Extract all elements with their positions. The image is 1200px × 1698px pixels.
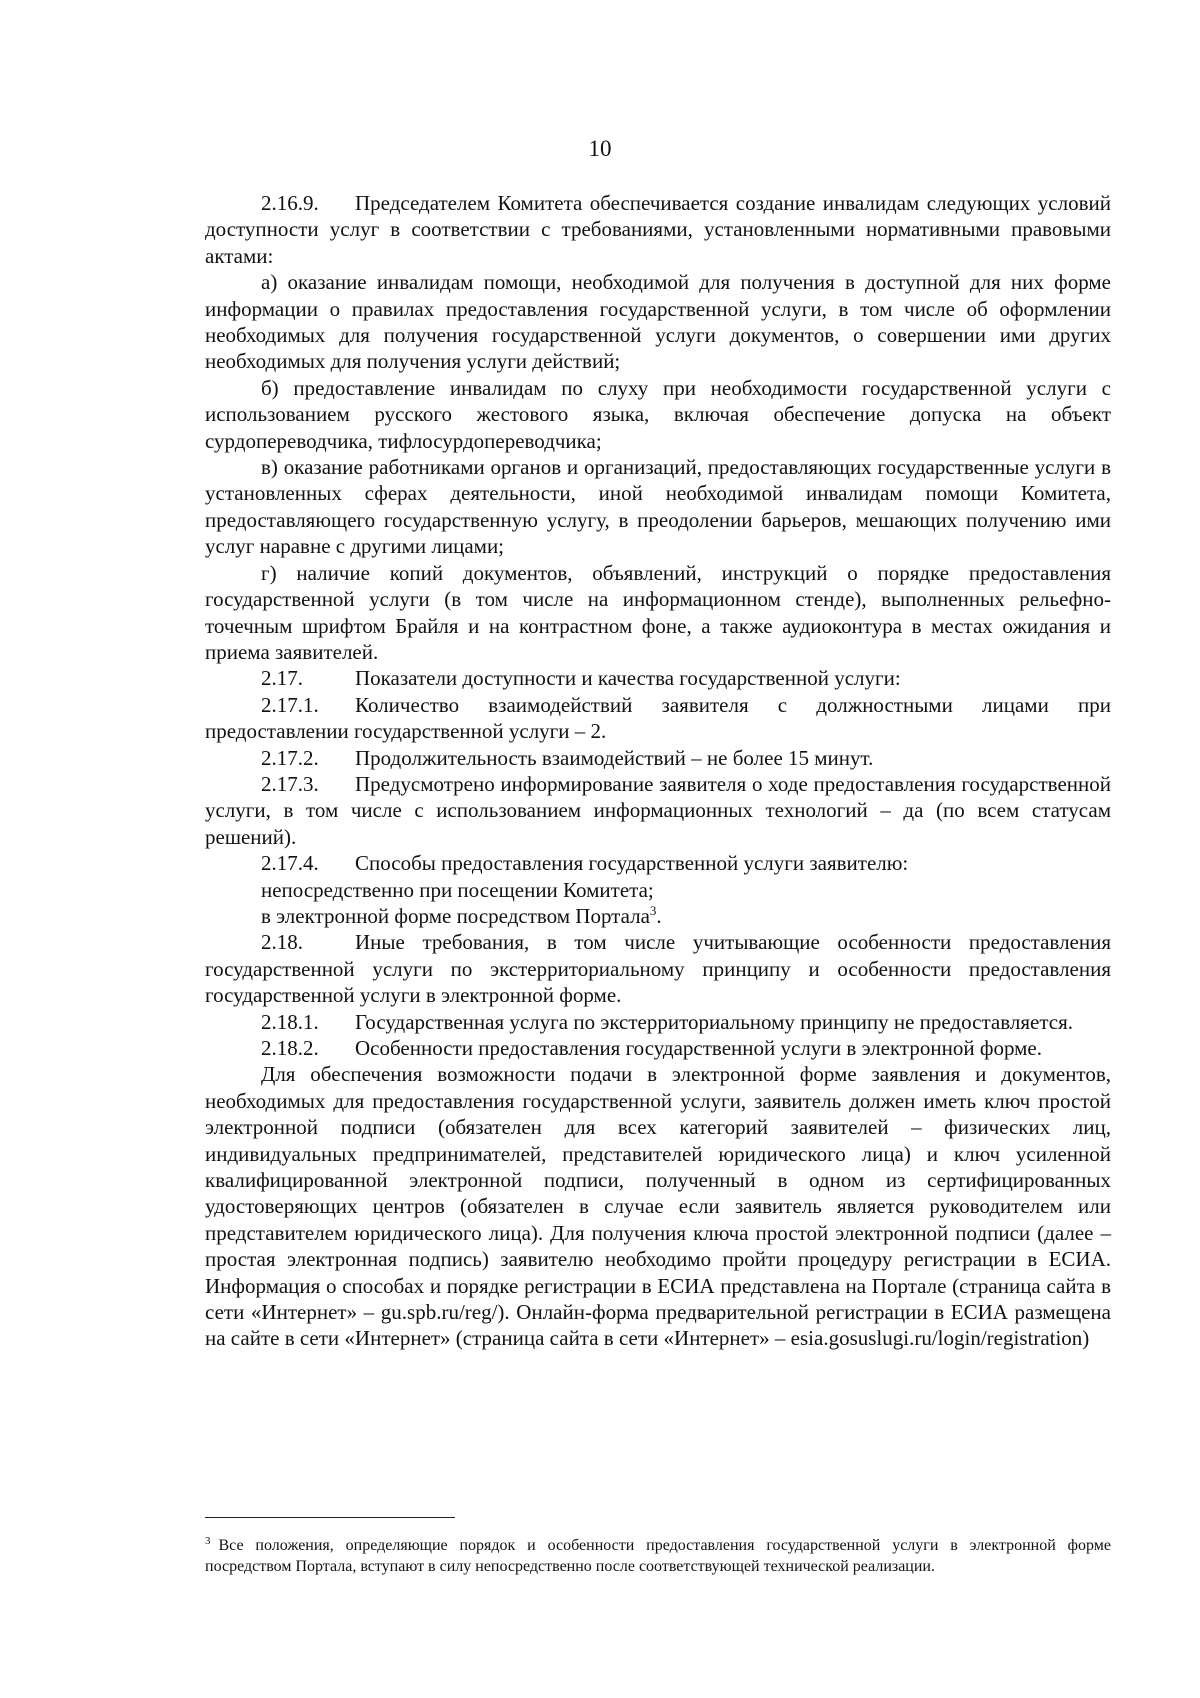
paragraph-text: г) наличие копий документов, объявлений, инструкций о порядке предоставления государственной услуги (в том числе на информационном стенде), выполненных рельефно-точечным шрифтом Брайля и на контрастном фоне, а также аудиоконтура в местах ожидания и приема заявителей. xyxy=(205,560,1111,664)
paragraph-text: Предусмотрено информирование заявителя о ходе предоставления государственной услуги, в том числе с использованием информационных технологий – да (по всем статусам решений). xyxy=(205,771,1111,849)
paragraph-text: Количество взаимодействий заявителя с должностными лицами при предоставлении государственной услуги – 2. xyxy=(205,692,1111,744)
clause-number: 2.17. xyxy=(261,666,303,691)
paragraph-text: Особенности предоставления государственной услуги в электронной форме. xyxy=(355,1036,1042,1060)
paragraph xyxy=(205,1035,1111,1061)
paragraph xyxy=(205,190,1111,269)
clause-number: 2.17.4. xyxy=(261,851,319,876)
paragraph-text: Государственная услуга по экстерриториальному принципу не предоставляется. xyxy=(355,1009,1073,1034)
clause-number: 2.18.1. xyxy=(261,1009,319,1034)
paragraph xyxy=(205,692,1111,745)
paragraph-text: а) оказание инвалидам помощи, необходимой для получения в доступной для них форме информации о правилах предоставления государственной услуги, в том числе об оформлении необходимых для получения государственной услуги документов, о совершении ими других необходимых для получения услуги действий; xyxy=(205,270,1111,374)
paragraph xyxy=(205,850,1111,876)
paragraph xyxy=(205,269,1111,375)
paragraph-text: б) предоставление инвалидам по слуху при необходимости государственной услуги с использованием русского жестового языка, включая обеспечение допуска на объект сурдопереводчика, тифлосурдопереводчика; xyxy=(205,375,1111,453)
paragraph-text: Способы предоставления государственной услуги заявителю: xyxy=(355,851,909,876)
clause-number: 2.18. xyxy=(261,930,303,955)
paragraph-text: Продолжительность взаимодействий – не более 15 минут. xyxy=(355,745,874,770)
paragraph xyxy=(205,903,1111,929)
paragraph-text-end: . xyxy=(656,903,662,928)
paragraph-text: непосредственно при посещении Комитета; xyxy=(261,877,654,902)
footnote xyxy=(205,1535,1111,1577)
paragraph xyxy=(205,375,1111,454)
paragraph xyxy=(205,560,1111,666)
paragraph-text: в) оказание работниками органов и организаций, предоставляющих государственные услуги в установленных сферах деятельности, иной необходимой инвалидам помощи Комитета, предоставляющего государственную услугу, в преодолении барьеров, мешающих получению ими услуг наравне с другими лицами; xyxy=(205,455,1111,559)
footnote-mark: 3 xyxy=(205,1534,211,1547)
paragraph-text: Председателем Комитета обеспечивается создание инвалидам следующих условий доступности услуг в соответствии с требованиями, установленными нормативными правовыми актами: xyxy=(205,191,1111,268)
paragraph-text: в электронной форме посредством Портала xyxy=(261,903,650,928)
paragraph xyxy=(205,929,1111,1008)
footnote-separator xyxy=(205,1517,455,1518)
paragraph xyxy=(205,665,1111,691)
paragraph xyxy=(205,454,1111,560)
clause-number: 2.18.2. xyxy=(261,1036,319,1060)
clause-number: 2.17.3. xyxy=(261,771,319,796)
paragraph xyxy=(205,1061,1111,1351)
paragraph-text: Для обеспечения возможности подачи в электронной форме заявления и документов, необходимых для предоставления государственной услуги, заявитель должен иметь ключ простой электронной подписи (обязателен для всех категорий заявителей – физических лиц, индивидуальных предпринимателей, представителей юридического лица) и ключ усиленной квалифицированной электронной подписи, полученный в одном из сертифицированных удостоверяющих центров (обязателен в случае если заявитель является руководителем или представителем юридического лица). Для получения ключа простой электронной подписи (далее – простая электронная подпись) заявителю необходимо пройти процедуру регистрации в ЕСИА. Информация о способах и порядке регистрации в ЕСИА представлена на Портале (страница сайта в сети «Интернет» – gu.spb.ru/reg/). Онлайн-форма предварительной регистрации в ЕСИА размещена на сайте в сети «Интернет» (страница сайта в сети «Интернет» – esia.gosuslugi.ru/login/registration) xyxy=(205,1062,1111,1351)
document-body xyxy=(205,190,1111,1352)
page-number: 10 xyxy=(588,136,612,161)
paragraph-text: Показатели доступности и качества государственной услуги: xyxy=(355,666,901,691)
clause-number: 2.17.1. xyxy=(261,692,319,717)
clause-number: 2.16.9. xyxy=(261,191,319,215)
paragraph xyxy=(205,745,1111,771)
footnote-reference: 3 xyxy=(649,902,657,918)
paragraph xyxy=(205,877,1111,903)
paragraph xyxy=(205,1009,1111,1035)
paragraph xyxy=(205,771,1111,850)
footnote-text: Все положения, определяющие порядок и особенности предоставления государственной услуги в электронной форме посредством Портала, вступают в силу непосредственно после соответствующей технической реализации. xyxy=(205,1537,1111,1575)
paragraph-text: Иные требования, в том числе учитывающие особенности предоставления государственной услуги по экстерриториальному принципу и особенности предоставления государственной услуги в электронной форме. xyxy=(205,930,1111,1008)
clause-number: 2.17.2. xyxy=(261,745,319,770)
